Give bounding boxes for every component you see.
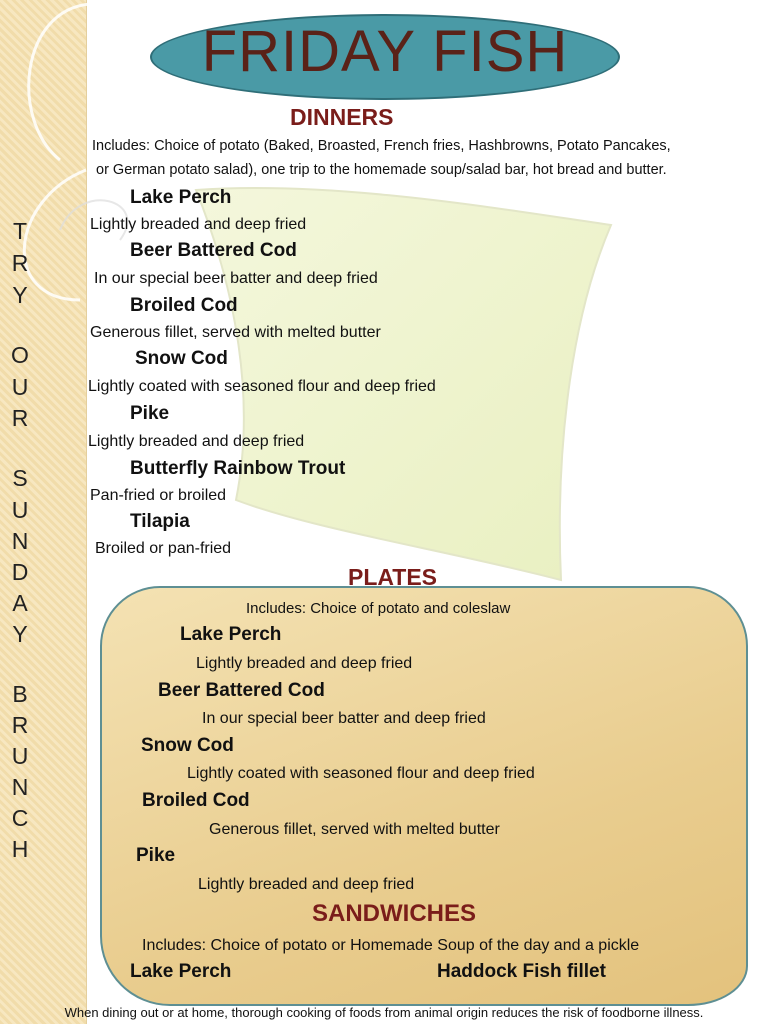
plate-item-name: Snow Cod — [141, 735, 234, 756]
sidebar-letter: N — [11, 774, 29, 800]
sandwich-item-name: Lake Perch — [130, 961, 232, 982]
dinner-item-desc: In our special beer batter and deep fried — [94, 270, 378, 287]
sidebar-letter: O — [11, 342, 29, 368]
plate-item-desc: Generous fillet, served with melted butter — [209, 821, 500, 838]
plate-item-name: Lake Perch — [180, 624, 282, 645]
sidebar-letter: Y — [12, 621, 28, 647]
dinner-item-name: Butterfly Rainbow Trout — [130, 458, 346, 479]
sidebar-letter: U — [11, 374, 29, 400]
dinner-item-desc: Lightly breaded and deep fried — [88, 433, 305, 450]
sidebar-letter: H — [11, 836, 29, 862]
dinner-item-desc: Generous fillet, served with melted butter — [90, 324, 381, 341]
plates-heading: PLATES — [348, 564, 438, 590]
sidebar-letter: U — [11, 497, 29, 523]
sidebar-letter: T — [12, 218, 28, 244]
dinner-item-desc: Lightly coated with seasoned flour and deep fried — [88, 378, 436, 395]
sidebar-letter: R — [11, 250, 29, 276]
sidebar-letter: R — [11, 405, 29, 431]
sidebar-letter: A — [12, 590, 28, 616]
sidebar-letter: U — [11, 743, 29, 769]
sandwiches-includes: Includes: Choice of potato or Homemade Soup of the day and a pickle — [142, 937, 640, 954]
plate-item-desc: Lightly breaded and deep fried — [196, 655, 413, 672]
page-title: FRIDAY FISH — [201, 19, 569, 84]
dinner-item-desc: Broiled or pan-fried — [95, 540, 232, 557]
dinners-heading: DINNERS — [290, 104, 394, 130]
dinner-item-name: Tilapia — [130, 511, 190, 532]
sidebar-letter: Y — [12, 282, 28, 308]
dinners-includes-line1: Includes: Choice of potato (Baked, Broasted, French fries, Hashbrowns, Potato Pancakes, — [92, 138, 671, 154]
plate-item-desc: Lightly breaded and deep fried — [198, 876, 415, 893]
sidebar-letter: D — [11, 559, 29, 585]
plate-item-desc: Lightly coated with seasoned flour and deep fried — [187, 765, 535, 782]
dinner-item-desc: Pan-fried or broiled — [90, 487, 227, 504]
plates-includes: Includes: Choice of potato and coleslaw — [246, 600, 511, 617]
footer-disclaimer: When dining out or at home, thorough cooking of foods from animal origin reduces the risk of foodborne illness. — [64, 1005, 704, 1020]
dinner-item-desc: Lightly breaded and deep fried — [90, 216, 307, 233]
sidebar-letter: C — [11, 805, 29, 831]
sidebar-letter: R — [11, 712, 29, 738]
sandwich-item-name: Haddock Fish fillet — [437, 961, 606, 982]
sidebar-letter: B — [12, 681, 28, 707]
dinner-item-name: Lake Perch — [130, 187, 232, 208]
plate-item-name: Broiled Cod — [142, 790, 250, 811]
dinner-item-name: Beer Battered Cod — [130, 240, 297, 261]
dinner-item-name: Pike — [130, 403, 170, 424]
plate-item-name: Pike — [136, 845, 176, 866]
dinner-item-name: Snow Cod — [135, 348, 228, 369]
plate-item-desc: In our special beer batter and deep fried — [202, 710, 486, 727]
dinner-item-name: Broiled Cod — [130, 295, 238, 316]
sandwiches-heading: SANDWICHES — [312, 900, 477, 927]
plate-item-name: Beer Battered Cod — [158, 680, 325, 701]
sidebar-letter: N — [11, 528, 29, 554]
sidebar-letter: S — [12, 465, 28, 491]
dinners-includes-line2: or German potato salad), one trip to the homemade soup/salad bar, hot bread and butter. — [96, 162, 667, 178]
